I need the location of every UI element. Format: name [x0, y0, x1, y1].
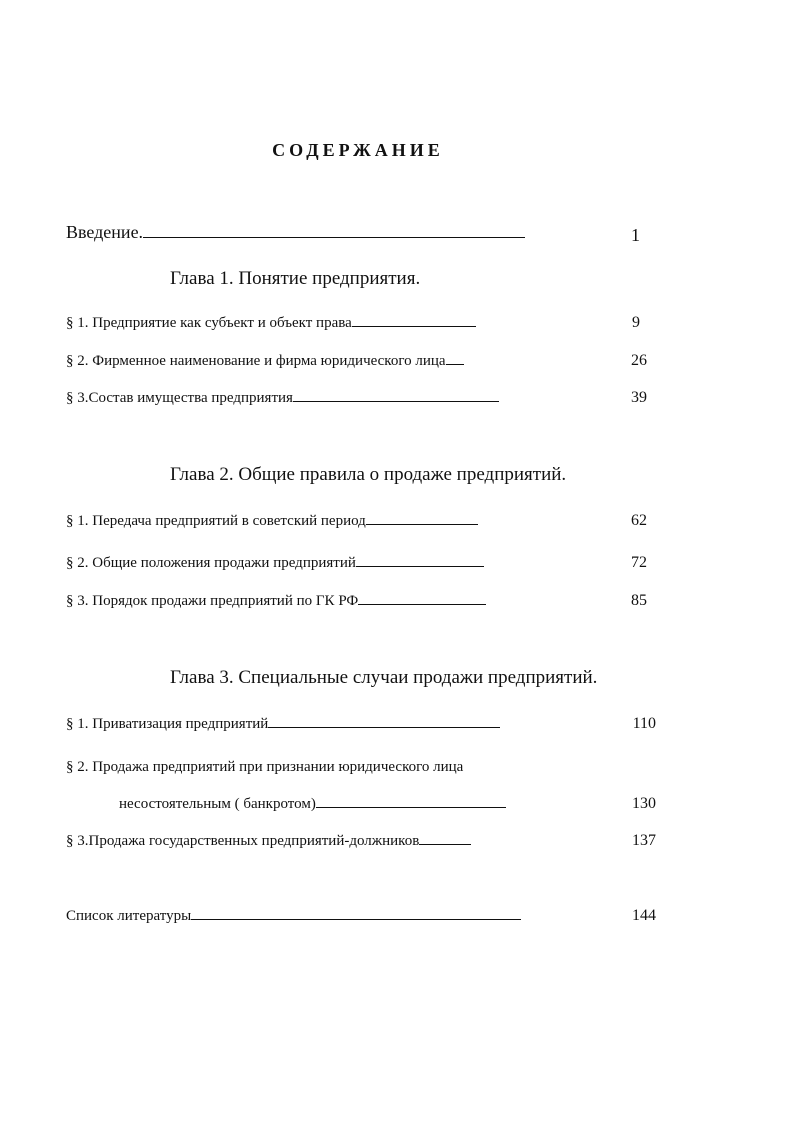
toc-entry-label: § 3. Порядок продажи предприятий по ГК РФ [66, 593, 359, 609]
toc-entry-continuation [119, 794, 506, 814]
toc-entry-label: § 2. Общие положения продажи предприятий [66, 555, 356, 571]
toc-entry-label: § 2. Фирменное наименование и фирма юридического лица [66, 353, 446, 369]
toc-page-number: 144 [632, 907, 656, 924]
toc-page-number: 85 [631, 592, 647, 609]
toc-page-number: 62 [631, 512, 647, 529]
toc-page-number: 26 [631, 352, 647, 369]
toc-entry [66, 831, 471, 851]
toc-page-number: 72 [631, 554, 647, 571]
toc-page-number: 137 [632, 832, 656, 849]
toc-page-number: 39 [631, 389, 647, 406]
toc-page-number: 130 [632, 795, 656, 812]
leader-line [446, 351, 464, 365]
leader-line [143, 223, 525, 238]
leader-line [268, 714, 500, 728]
toc-entry-intro [66, 222, 525, 243]
leader-line [316, 794, 506, 808]
leader-line [366, 511, 478, 525]
toc-entry-label: несостоятельным ( банкротом) [119, 796, 316, 812]
leader-line [191, 906, 521, 920]
chapter-heading-2: Глава 2. Общие правила о продаже предприятий. [170, 464, 567, 485]
toc-entry [66, 714, 500, 734]
toc-entry [66, 351, 464, 371]
toc-entry-label: § 1. Приватизация предприятий [66, 716, 269, 732]
chapter-heading-1: Глава 1. Понятие предприятия. [170, 268, 421, 289]
toc-entry-label: Список литературы [66, 908, 192, 924]
toc-entry-label: § 1. Передача предприятий в советский период [66, 513, 366, 529]
toc-page-number: 1 [631, 225, 640, 245]
toc-entry [66, 511, 478, 531]
toc-entry-label: § 2. Продажа предприятий при признании юридического лица [66, 759, 464, 775]
toc-entry-label: Введение. [66, 222, 144, 242]
toc-entry [66, 388, 499, 408]
toc-entry [66, 757, 463, 777]
toc-entry-label: § 3.Состав имущества предприятия [66, 390, 293, 406]
chapter-heading-3: Глава 3. Специальные случаи продажи предприятий. [170, 667, 598, 688]
toc-entry [66, 553, 484, 573]
toc-entry-label: § 3.Продажа государственных предприятий-должников [66, 833, 420, 849]
toc-entry [66, 313, 476, 333]
toc-entry [66, 591, 486, 611]
leader-line [356, 553, 484, 567]
leader-line [293, 388, 499, 402]
toc-title: СОДЕРЖАНИЕ [272, 140, 444, 160]
leader-line [419, 831, 471, 845]
toc-entry-label: § 1. Предприятие как субъект и объект права [66, 315, 352, 331]
toc-page-number: 110 [632, 715, 656, 732]
leader-line [352, 313, 476, 327]
toc-entry-bibliography [66, 906, 521, 926]
leader-line [358, 591, 486, 605]
toc-page-number: 9 [632, 314, 640, 331]
